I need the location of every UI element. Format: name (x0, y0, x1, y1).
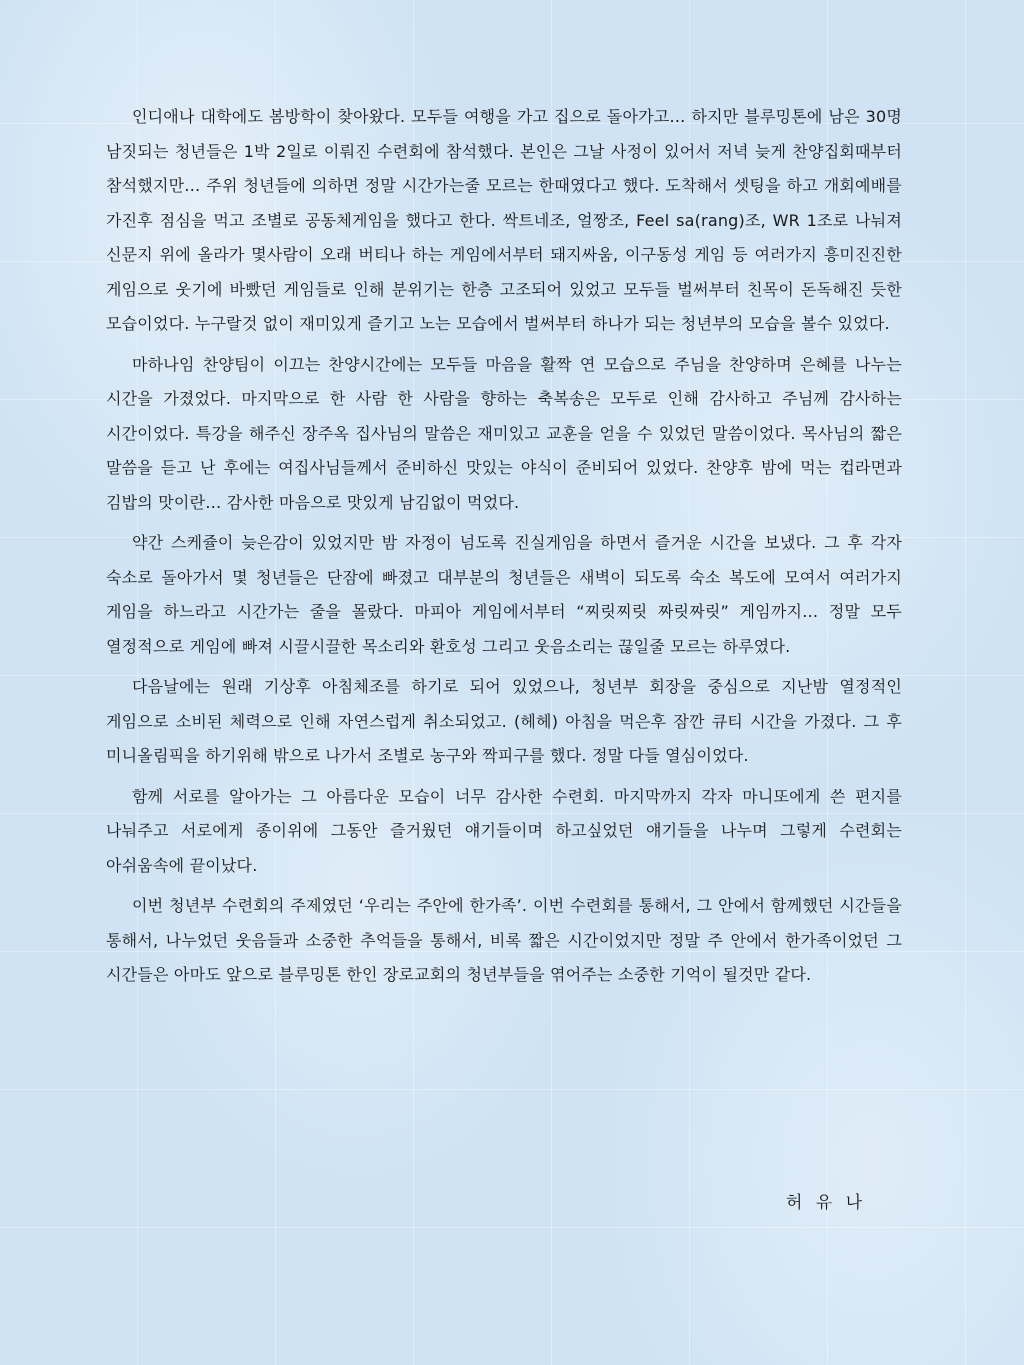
author-signature: 허 유 나 (786, 1193, 867, 1213)
paragraph-6: 이번 청년부 수련회의 주제였던 ‘우리는 주안에 한가족’. 이번 수련회를 통해서, 그 안에서 함께했던 시간들을 통해서, 나누었던 웃음들과 소중한 추억들을 통해서, 비록 짧은 시간이었지만 정말 주 안에서 한가족이었던 그 시간들은 아마도 앞으로 블루밍톤 한인 장로교회의 청년부들을 엮어주는 소중한 기억이 될것만 같다. (106, 896, 902, 984)
paragraph-1: 인디애나 대학에도 봄방학이 찾아왔다. 모두들 여행을 가고 집으로 돌아가고… 하지만 블루밍톤에 남은 30명 남짓되는 청년들은 1박 2일로 이뤄진 수련회에 참석했다. 본인은 그날 사정이 있어서 저녁 늦게 찬양집회때부터 참석했지만… 주위 청년들에 의하면 정말 시간가는줄 모르는 한때였다고 했다. 도착해서 셋팅을 하고 개회예배를 가진후 점심을 먹고 조별로 공동체게임을 했다고 한다. 싹트네조, 얼짱조, Feel sa(rang)조, WR 1조로 나눠져 신문지 위에 올라가 몇사람이 오래 버티나 하는 게임에서부터 돼지싸움, 이구동성 게임 등 여러가지 흥미진진한 게임으로 웃기에 바빴던 게임들로 인해 분위기는 한층 고조되어 있었고 모두들 벌써부터 친목이 돈독해진 듯한 모습이었다. 누구랄것 없이 재미있게 즐기고 노는 모습에서 벌써부터 하나가 되는 청년부의 모습을 볼수 있었다. (106, 107, 902, 333)
paragraph-4: 다음날에는 원래 기상후 아침체조를 하기로 되어 있었으나, 청년부 회장을 중심으로 지난밤 열정적인 게임으로 소비된 체력으로 인해 자연스럽게 취소되었고. (헤헤) 아침을 먹은후 잠깐 큐티 시간을 가졌다. 그 후 미니올림픽을 하기위해 밖으로 나가서 조별로 농구와 짝피구를 했다. 정말 다들 열심이었다. (106, 677, 903, 765)
paragraph-3: 약간 스케쥴이 늦은감이 있었지만 밤 자정이 넘도록 진실게임을 하면서 즐거운 시간을 보냈다. 그 후 각자 숙소로 돌아가서 몇 청년들은 단잠에 빠졌고 대부분의 청년들은 새벽이 되도록 숙소 복도에 모여서 여러가지 게임을 하느라고 시간가는 줄을 몰랐다. 마피아 게임에서부터 “찌릿찌릿 짜릿짜릿” 게임까지… 정말 모두 열정적으로 게임에 빠져 시끌시끌한 목소리와 환호성 그리고 웃음소리는 끊일줄 모르는 하루였다. (106, 533, 902, 656)
paragraph-2: 마하나임 찬양팀이 이끄는 찬양시간에는 모두들 마음을 활짝 연 모습으로 주님을 찬양하며 은혜를 나누는 시간을 가졌었다. 마지막으로 한 사람 한 사람을 향하는 축복송은 모두로 인해 감사하고 주님께 감사하는 시간이었다. 특강을 해주신 장주옥 집사님의 말씀은 재미있고 교훈을 얻을 수 있었던 말씀이었다. 목사님의 짧은 말씀을 듣고 난 후에는 여집사님들께서 준비하신 맛있는 야식이 준비되어 있었다. 찬양후 밤에 먹는 컵라면과 김밥의 맛이란… 감사한 마음으로 맛있게 남김없이 먹었다. (106, 354, 902, 512)
paragraph-5: 함께 서로를 알아가는 그 아름다운 모습이 너무 감사한 수련회. 마지막까지 각자 마니또에게 쓴 편지를 나눠주고 서로에게 종이위에 그동안 즐거웠던 얘기들이며 하고싶었던 얘기들을 나누며 그렇게 수련회는 아쉬움속에 끝이났다. (106, 786, 902, 875)
article-body (106, 100, 902, 999)
